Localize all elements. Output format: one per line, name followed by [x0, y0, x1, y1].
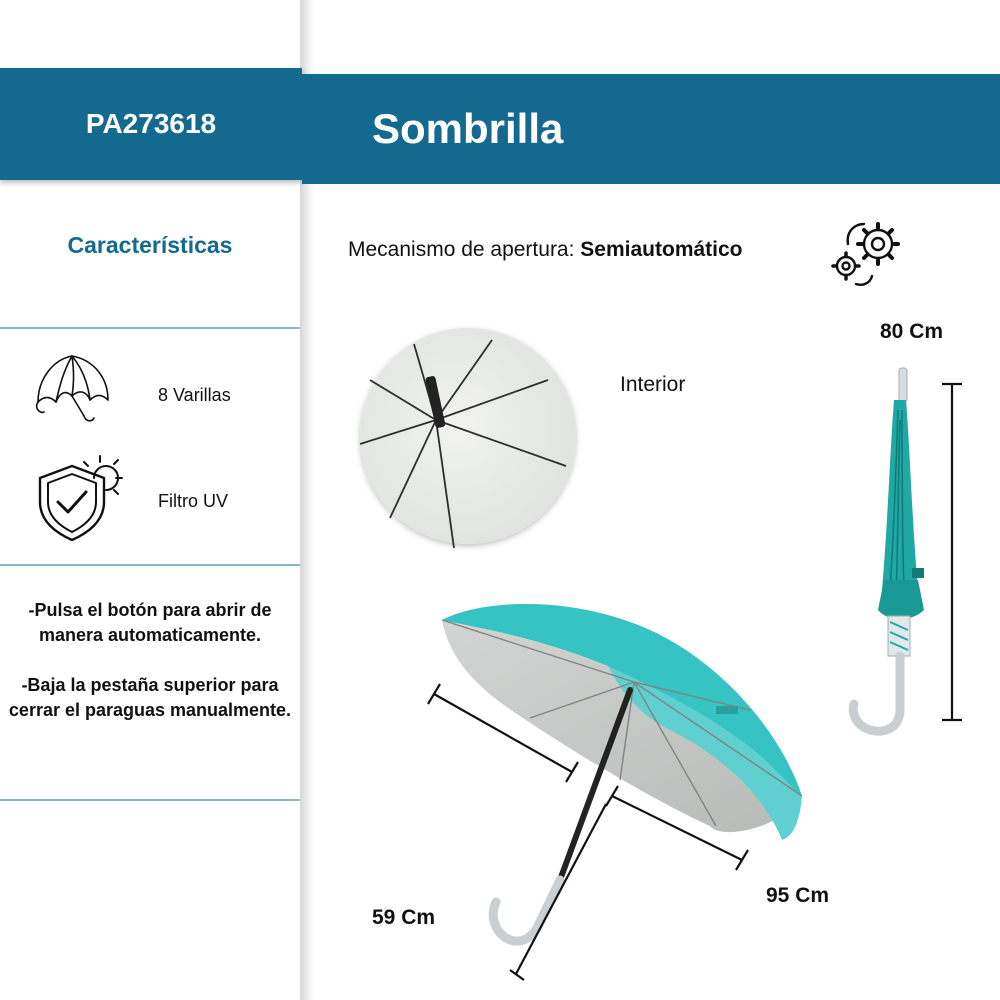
product-title: Sombrilla — [372, 105, 564, 152]
divider — [0, 327, 300, 329]
divider — [0, 564, 300, 566]
gears-icon — [826, 218, 908, 288]
rib-length-dimension-label: 59 Cm — [372, 906, 436, 929]
mechanism-label: Mecanismo de apertura: — [348, 238, 575, 261]
feature-label: Filtro UV — [158, 491, 229, 511]
product-title-banner — [302, 74, 1000, 184]
uv-shield-icon — [34, 448, 126, 542]
divider — [0, 799, 300, 801]
mechanism-value: Semiautomático — [580, 238, 743, 261]
product-code: PA273618 — [85, 108, 217, 139]
umbrella-interior-photo — [352, 320, 584, 552]
diameter-dimension-label: 95 Cm — [766, 884, 830, 907]
height-dimension-label: 80 Cm — [880, 320, 944, 343]
note-open: -Pulsa el botón para abrir de manera automaticamente. — [28, 600, 272, 645]
usage-notes — [0, 598, 300, 748]
note-close: -Baja la pestaña superior para cerrar el paraguas manualmente. — [8, 675, 292, 720]
mechanism-line — [348, 238, 743, 262]
open-umbrella-photo — [420, 590, 840, 990]
interior-label: Interior — [620, 373, 686, 396]
closed-umbrella-photo — [840, 360, 990, 750]
feature-label: 8 Varillas — [158, 385, 231, 405]
product-code-banner — [0, 68, 302, 180]
umbrella-icon — [32, 350, 114, 428]
features-heading: Características — [67, 232, 233, 258]
